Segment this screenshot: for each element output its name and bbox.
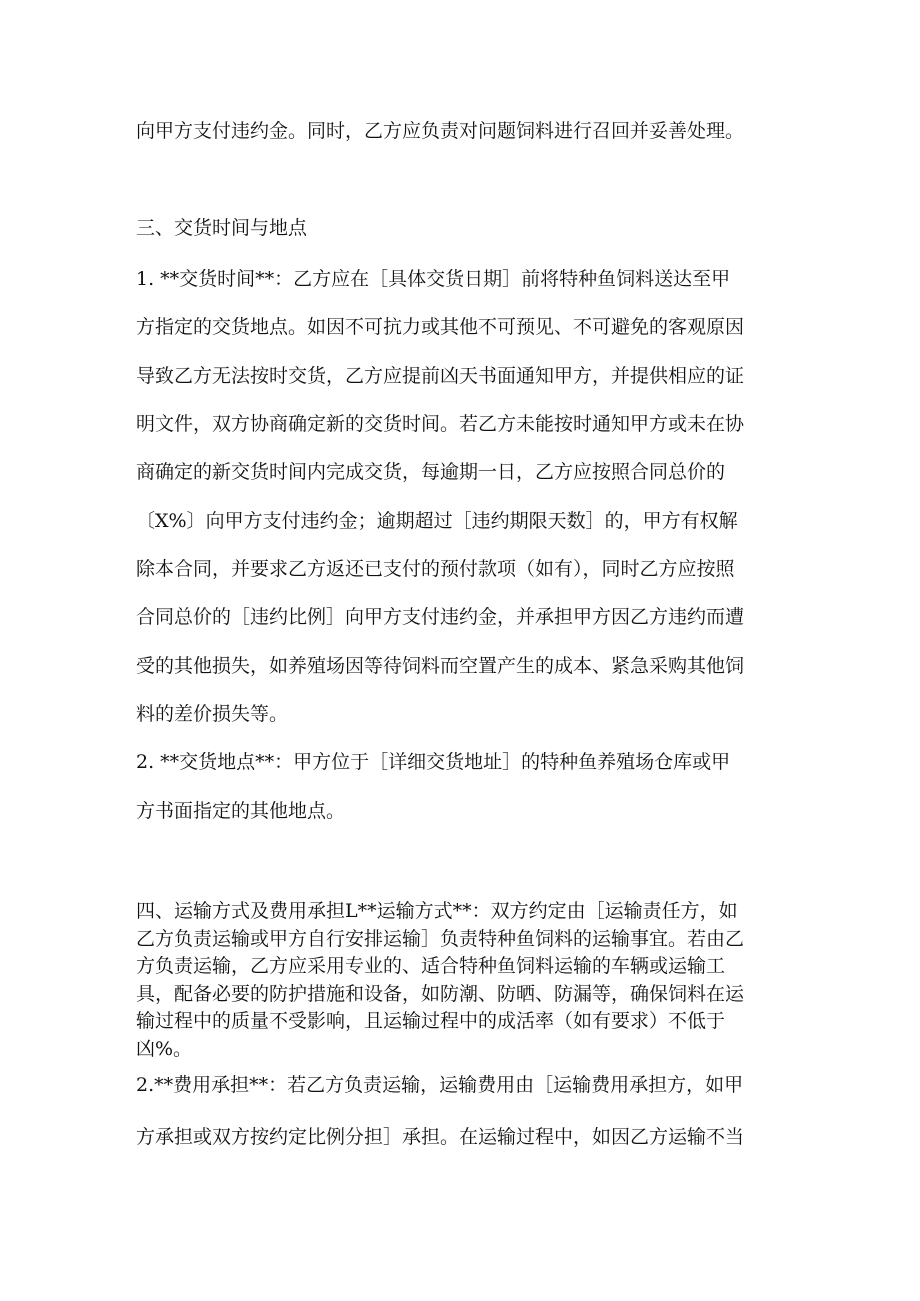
paragraph-line: 除本合同，并要求乙方返还已支付的预付款项（如有），同时乙方应按照	[136, 558, 735, 580]
paragraph-line: 凶%。	[136, 1038, 193, 1060]
paragraph-line: 具，配备必要的防护措施和设备，如防潮、防晒、防漏等，确保饲料在运	[136, 983, 745, 1005]
paragraph-line: 向甲方支付违约金。同时，乙方应负责对问题饲料进行召回并妥善处理。	[136, 120, 745, 142]
paragraph-line: 方负责运输，乙方应采用专业的、适合特种鱼饲料运输的车辆或运输工	[136, 955, 726, 977]
paragraph-line: 商确定的新交货时间内完成交货，每逾期一日，乙方应按照合同总价的	[136, 461, 726, 483]
paragraph-line: 2. **交货地点**：甲方位于［详细交货地址］的特种鱼养殖场仓库或甲	[136, 751, 731, 773]
paragraph-line: 方承担或双方按约定比例分担］承担。在运输过程中，如因乙方运输不当	[136, 1126, 745, 1148]
paragraph-line: 料的差价损失等。	[136, 703, 289, 725]
paragraph-line: 方书面指定的其他地点。	[136, 800, 346, 822]
paragraph-line: 乙方负责运输或甲方自行安排运输］负责特种鱼饲料的运输事宜。若由乙	[136, 928, 745, 950]
paragraph-line: 方指定的交货地点。如因不可抗力或其他不可预见、不可避免的客观原因	[136, 316, 745, 338]
paragraph-line: 〔X%〕向甲方支付违约金；逾期超过［违约期限天数］的，甲方有权解	[136, 510, 738, 532]
paragraph-line: 输过程中的质量不受影响，且运输过程中的成活率（如有要求）不低于	[136, 1010, 726, 1032]
paragraph-line: 明文件，双方协商确定新的交货时间。若乙方未能按时通知甲方或未在协	[136, 413, 745, 435]
paragraph-line: 2.**费用承担**：若乙方负责运输，运输费用由［运输费用承担方，如甲	[136, 1074, 744, 1096]
paragraph-line: 1. **交货时间**：乙方应在［具体交货日期］前将特种鱼饲料送达至甲	[136, 268, 731, 290]
section-heading: 四、运输方式及费用承担L**运输方式**：双方约定由［运输责任方，如	[136, 900, 738, 922]
paragraph-line: 合同总价的［违约比例］向甲方支付违约金，并承担甲方因乙方违约而遭	[136, 606, 745, 628]
paragraph-line: 导致乙方无法按时交货，乙方应提前凶天书面通知甲方，并提供相应的证	[136, 365, 745, 387]
section-heading: 三、交货时间与地点	[136, 217, 308, 239]
paragraph-line: 受的其他损失，如养殖场因等待饲料而空置产生的成本、紧急采购其他饲	[136, 655, 745, 677]
